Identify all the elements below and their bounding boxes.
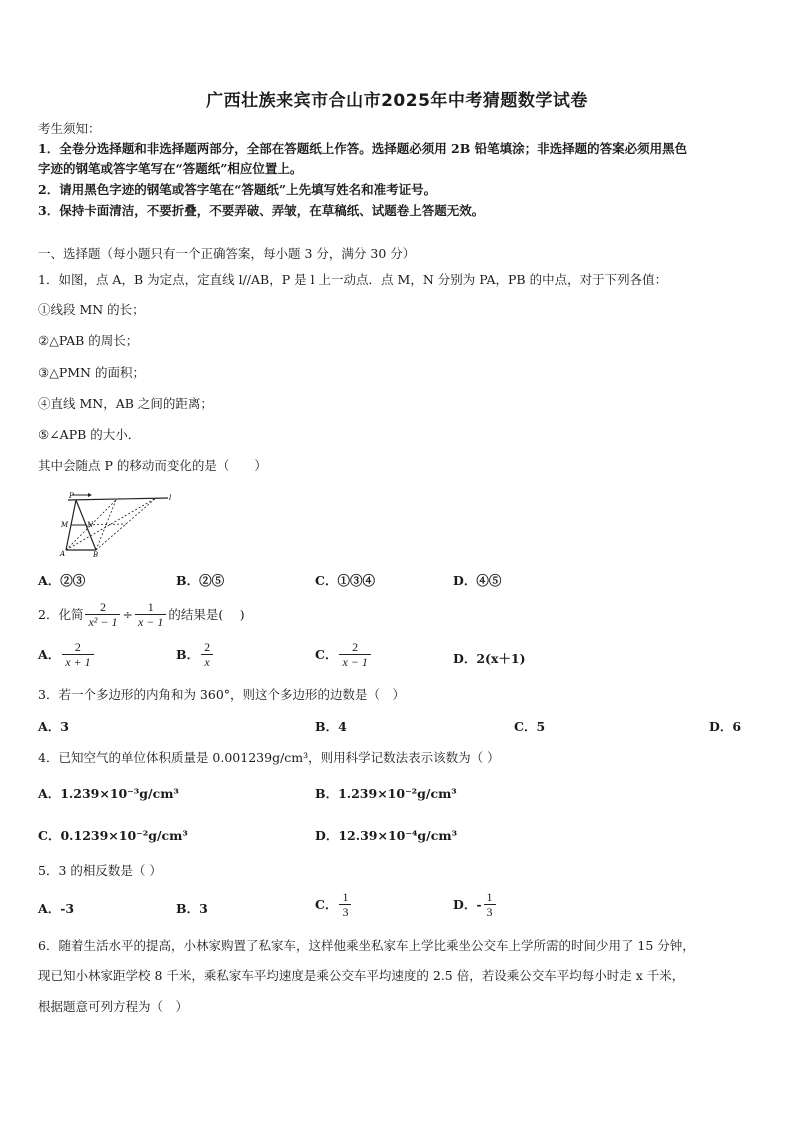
notice-line-3: 3．保持卡面清洁，不要折叠，不要弄破、弄皱，在草稿纸、试题卷上答题无效。	[38, 203, 485, 218]
section-heading: 一、选择题（每小题只有一个正确答案，每小题 3 分，满分 30 分）	[38, 246, 416, 261]
notice-line-1b: 字迹的钢笔或答字笔写在“答题纸”相应位置上。	[38, 161, 303, 176]
q3-option-d[interactable]: D．6	[709, 719, 742, 734]
q2-c-num: 2	[352, 640, 359, 654]
q1-stem: 1．如图，点 A，B 为定点，定直线 l//AB，P 是 l 上一动点．点 M，N 分别为 PA，PB 的中点，对于下列各值：	[38, 272, 668, 287]
q2-stem	[38, 600, 245, 629]
notice-line-2: 2．请用黑色字迹的钢笔或答字笔在“答题纸”上先填写姓名和准考证号。	[38, 182, 437, 197]
q2-a-num: 2	[74, 640, 81, 654]
figure-label-b: B	[93, 551, 99, 558]
q3-option-b[interactable]: B．4	[315, 719, 347, 734]
q1-option-b[interactable]: B．②⑤	[176, 573, 225, 588]
q5-option-b[interactable]: B．3	[176, 901, 208, 916]
q4-stem: 4．已知空气的单位体积质量是 0.001239g/cm³，则用科学记数法表示该数为（ ）	[38, 750, 500, 765]
q1-option-c[interactable]: C．①③④	[315, 573, 375, 588]
q5-d-den: 3	[484, 904, 496, 919]
q1-figure	[56, 490, 176, 558]
q1-ask: 其中会随点 P 的移动而变化的是（ ）	[38, 458, 267, 473]
q1-item-4: ④直线 MN，AB 之间的距离；	[38, 396, 213, 411]
q2-op: ÷	[122, 606, 133, 622]
q5-c-den: 3	[339, 904, 351, 919]
q6-line-3: 根据题意可列方程为（ ）	[38, 999, 189, 1014]
q2-c-den: x − 1	[339, 654, 370, 669]
q2-option-b[interactable]	[176, 640, 215, 669]
page-title: 广西壮族来宾市合山市2025年中考猜题数学试卷	[206, 91, 588, 111]
figure-label-n: N	[87, 521, 94, 529]
q5-c-fraction	[339, 890, 351, 919]
figure-label-m: M	[61, 521, 69, 529]
q2-b-label: B．	[176, 646, 200, 662]
q2-fraction-2	[135, 600, 166, 629]
q1-option-d[interactable]: D．④⑤	[453, 573, 502, 588]
figure-label-p: P	[69, 492, 74, 500]
q4-option-d[interactable]: D．12.39×10⁻⁴g/cm³	[315, 828, 458, 843]
q2-f1-num: 2	[99, 600, 106, 614]
q3-option-c[interactable]: C．5	[514, 719, 546, 734]
q2-b-den: x	[201, 654, 212, 669]
q2-f2-num: 1	[147, 600, 154, 614]
q5-option-d[interactable]	[453, 890, 498, 919]
q2-f1-den: x² − 1	[85, 614, 120, 629]
q5-d-num: 1	[486, 890, 493, 904]
q1-item-3: ③△PMN 的面积；	[38, 365, 145, 380]
q2-post: 的结果是( )	[168, 606, 245, 622]
q5-option-a[interactable]: A．-3	[38, 901, 75, 916]
q1-option-a[interactable]: A．②③	[38, 573, 86, 588]
notice-heading: 考生须知：	[38, 121, 101, 136]
figure-label-a: A	[60, 550, 66, 558]
q2-option-d[interactable]: D．2(x＋1)	[453, 651, 526, 666]
q2-a-label: A．	[38, 646, 61, 662]
q1-item-2: ②△PAB 的周长；	[38, 333, 139, 348]
q5-d-fraction	[484, 890, 496, 919]
q5-stem: 5．3 的相反数是（ ）	[38, 863, 162, 878]
q5-d-label: D．-	[453, 896, 482, 912]
q5-c-label: C．	[315, 896, 338, 912]
q3-stem: 3．若一个多边形的内角和为 360°，则这个多边形的边数是（ ）	[38, 687, 406, 702]
q4-option-c[interactable]: C．0.1239×10⁻²g/cm³	[38, 828, 188, 843]
q5-option-c[interactable]	[315, 890, 353, 919]
q2-a-den: x + 1	[62, 654, 93, 669]
q1-item-5: ⑤∠APB 的大小．	[38, 427, 141, 442]
q2-option-c[interactable]	[315, 640, 373, 669]
q2-a-fraction	[62, 640, 93, 669]
q5-c-num: 1	[342, 890, 349, 904]
notice-line-1: 1．全卷分选择题和非选择题两部分，全部在答题纸上作答。选择题必须用 2B 铅笔填涂；非选择题的答案必须用黑色	[38, 141, 688, 156]
q2-f2-den: x − 1	[135, 614, 166, 629]
q2-c-label: C．	[315, 646, 338, 662]
q4-option-a[interactable]: A．1.239×10⁻³g/cm³	[38, 786, 179, 801]
q4-option-b[interactable]: B．1.239×10⁻²g/cm³	[315, 786, 457, 801]
q6-line-2: 现已知小林家距学校 8 千米，乘私家车平均速度是乘公交车平均速度的 2.5 倍，若设乘公交车平均每小时走 x 千米，	[38, 968, 685, 983]
q2-fraction-1	[85, 600, 120, 629]
q2-option-a[interactable]	[38, 640, 96, 669]
q3-option-a[interactable]: A．3	[38, 719, 69, 734]
figure-label-l: l	[169, 494, 172, 502]
q2-b-num: 2	[204, 640, 211, 654]
q2-pre: 2．化简	[38, 606, 84, 622]
q6-line-1: 6．随着生活水平的提高，小林家购置了私家车，这样他乘坐私家车上学比乘坐公交车上学所需的时间少用了 15 分钟，	[38, 938, 695, 953]
q2-c-fraction	[339, 640, 370, 669]
q1-item-1: ①线段 MN 的长；	[38, 302, 145, 317]
q2-b-fraction	[201, 640, 213, 669]
